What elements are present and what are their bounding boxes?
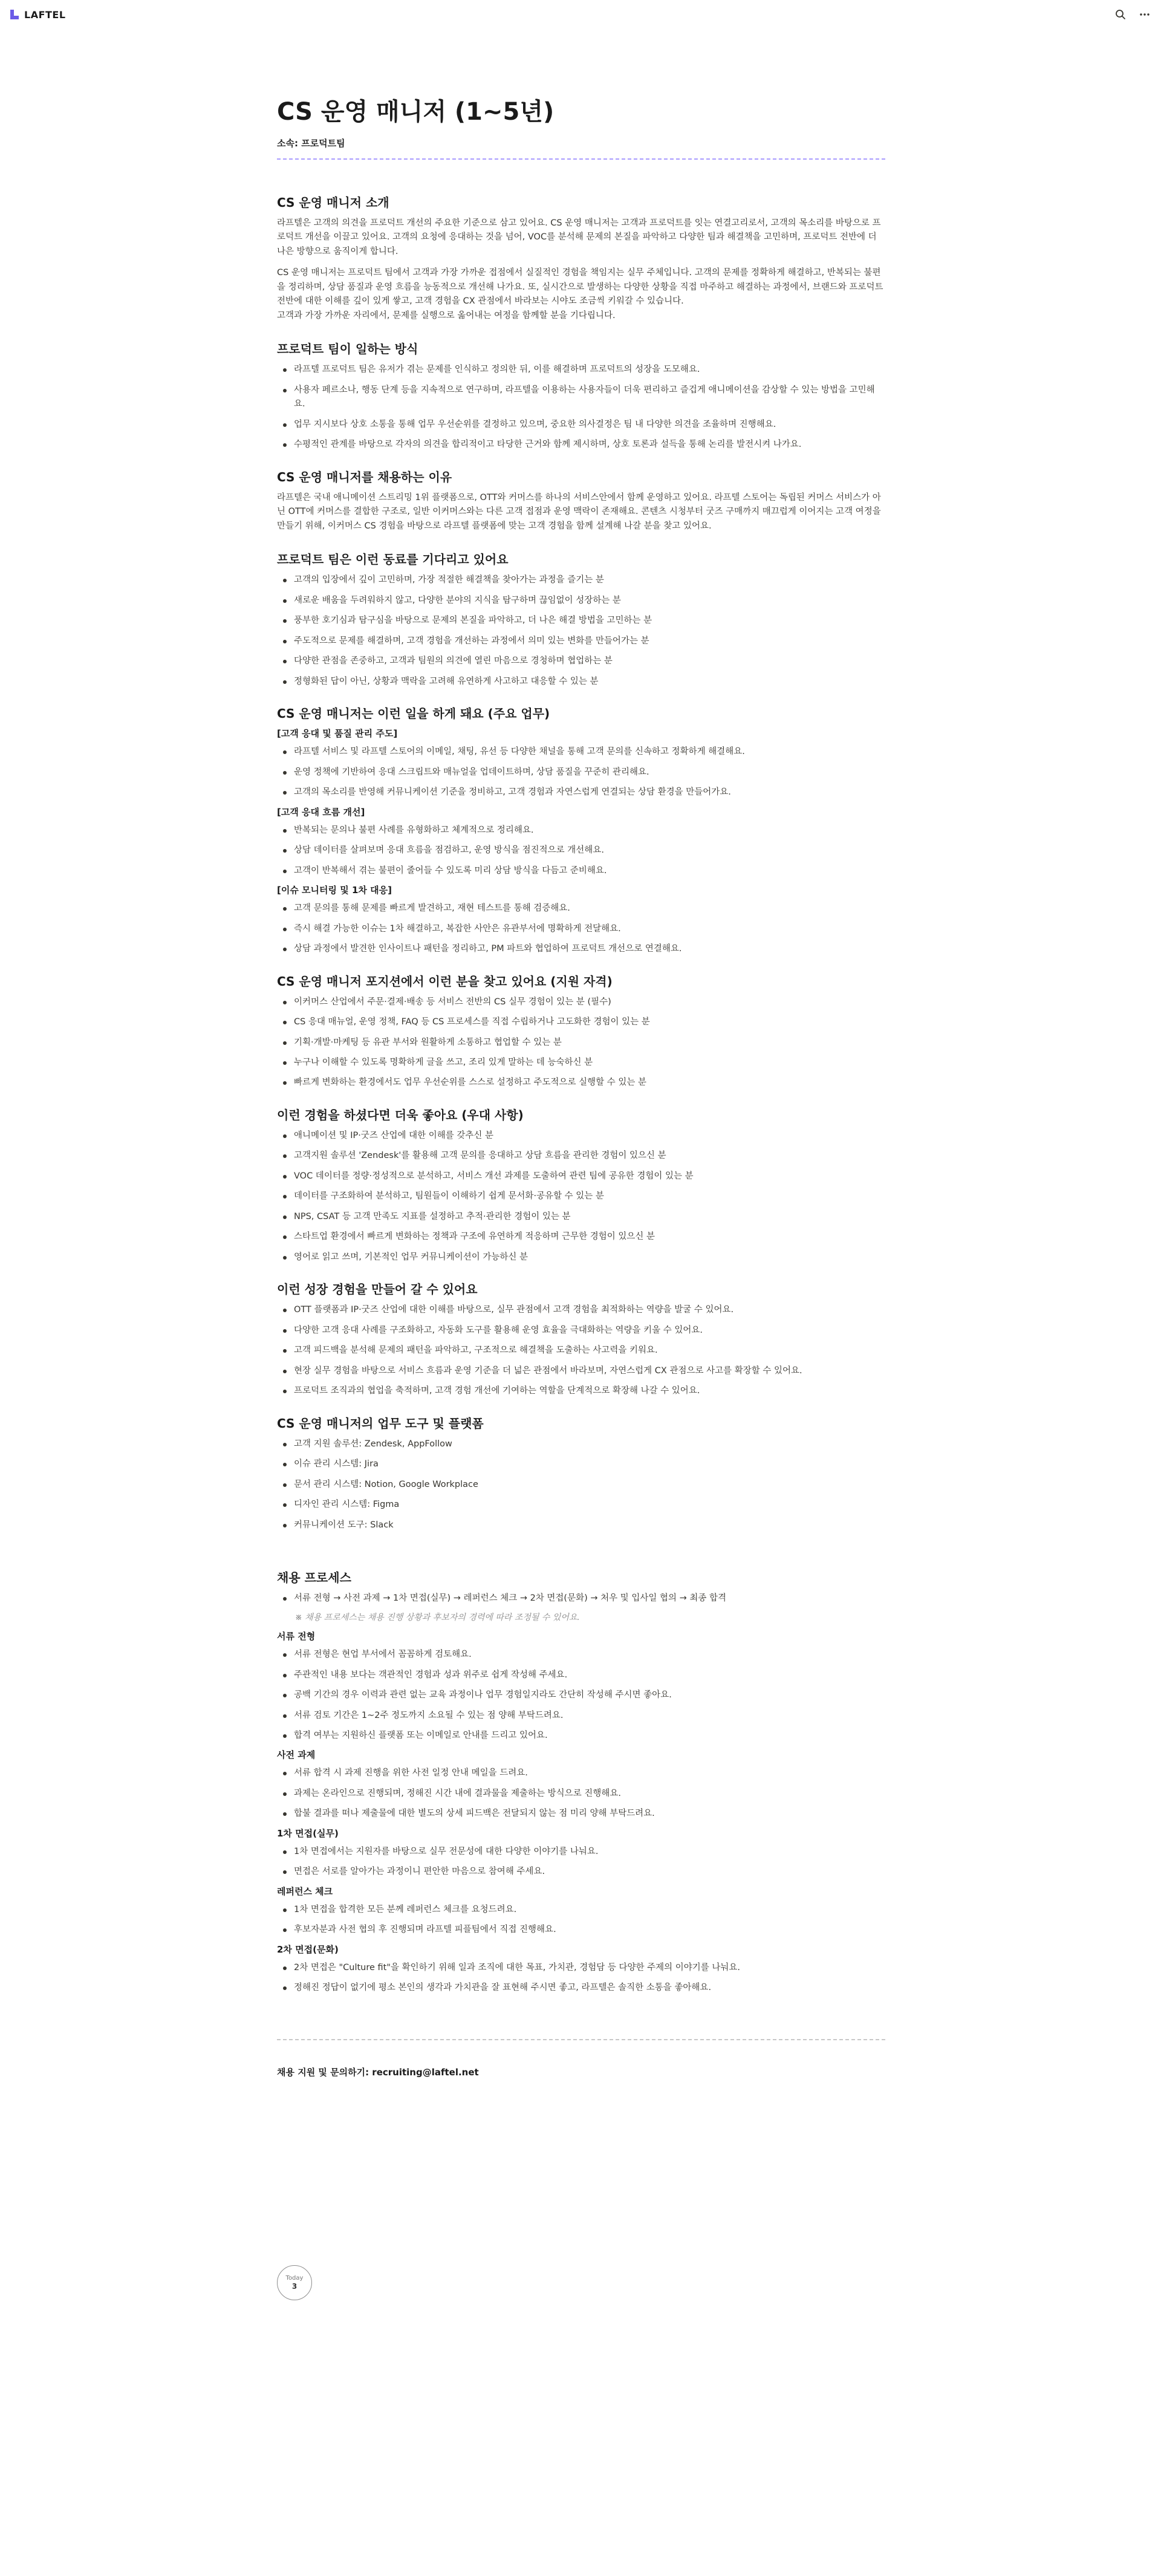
section-intro (277, 195, 885, 323)
list-item: 커뮤니케이션 도구: Slack (277, 1518, 885, 1532)
list-item: 이커머스 산업에서 주문·결제·배송 등 서비스 전반의 CS 실무 경험이 있는 분 (필수) (277, 995, 885, 1009)
top-actions (1113, 7, 1153, 22)
section-how-we-work (277, 341, 885, 452)
list-item: 정해진 정답이 없기에 평소 본인의 생각과 가치관을 잘 표현해 주시면 좋고, 라프텔은 솔직한 소통을 좋아해요. (277, 1981, 885, 1995)
list-item: 현장 실무 경험을 바탕으로 서비스 흐름과 운영 기준을 더 넓은 관점에서 바라보며, 자연스럽게 CX 관점으로 사고를 확장할 수 있어요. (277, 1364, 885, 1378)
list-item: 고객지원 솔루션 'Zendesk'를 활용해 고객 문의를 응대하고 상담 흐름을 관리한 경험이 있으신 분 (277, 1149, 885, 1163)
list-item: 상담 과정에서 발견한 인사이트나 패턴을 정리하고, PM 파트와 협업하여 프로덕트 개선으로 연결해요. (277, 942, 885, 956)
subheading: [고객 응대 및 품질 관리 주도] (277, 728, 398, 740)
badge-count: 3 (291, 2282, 298, 2291)
badge-label: Today (285, 2274, 304, 2282)
page-title: CS 운영 매니저 (1~5년) (277, 98, 554, 126)
section-why-hiring (277, 469, 885, 533)
list-item: 정형화된 답이 아닌, 상황과 맥락을 고려해 유연하게 사고하고 대응할 수 있는 분 (277, 675, 885, 689)
list-item: CS 응대 매뉴얼, 운영 정책, FAQ 등 CS 프로세스를 직접 수립하거나 고도화한 경험이 있는 분 (277, 1015, 885, 1029)
section-heading: CS 운영 매니저 포지션에서 이런 분을 찾고 있어요 (지원 자격) (277, 974, 613, 989)
list-item: 즉시 해결 가능한 이슈는 1차 해결하고, 복잡한 사안은 유관부서에 명확하게 전달해요. (277, 922, 885, 936)
list-item: 반복되는 문의나 불편 사례를 유형화하고 체계적으로 정리해요. (277, 824, 885, 838)
section-process (277, 1570, 885, 1995)
section-tools (277, 1416, 885, 1532)
paragraph: 고객과 가장 가까운 자리에서, 문제를 실행으로 옮어내는 여정을 함께할 분을 기다립니다. (277, 310, 616, 320)
list-item: 상담 데이터를 살펴보며 응대 흐름을 점검하고, 운영 방식을 점진적으로 개선해요. (277, 844, 885, 857)
subheading: 레퍼런스 체크 (277, 1885, 333, 1897)
section-duties (277, 706, 885, 956)
list-item: 라프텔 프로덕트 팀은 유저가 겪는 문제를 인식하고 정의한 뒤, 이를 해결하며 프로덕트의 성장을 도모해요. (277, 363, 885, 377)
list-item: 합격 여부는 지원하신 플랫폼 또는 이메일로 안내를 드리고 있어요. (277, 1729, 885, 1743)
section-heading: CS 운영 매니저를 채용하는 이유 (277, 469, 452, 484)
list-item: 고객의 입장에서 깊이 고민하며, 가장 적절한 해결책을 찾아가는 과정을 즐기는 분 (277, 573, 885, 587)
list-item: 과제는 온라인으로 진행되며, 정해진 시간 내에 결과물을 제출하는 방식으로 진행해요. (277, 1787, 885, 1801)
job-posting (277, 97, 885, 2078)
contact-line[interactable]: 채용 지원 및 문의하기: recruiting@laftel.net (277, 2066, 479, 2078)
list-item: 다양한 관점을 존중하고, 고객과 팀원의 의견에 열린 마음으로 경청하며 협업하는 분 (277, 654, 885, 668)
search-icon[interactable] (1113, 7, 1128, 22)
brand[interactable] (8, 8, 66, 21)
paragraph: CS 운영 매니저는 프로덕트 팀에서 고객과 가장 가까운 접점에서 실질적인 경험을 책임지는 실무 주체입니다. 고객의 문제를 정확하게 해결하고, 반복되는 불편을 정리하며, 상담 품질과 운영 흐름을 능동적으로 개선해 나가요. 또, 실시간으로 발생하는 다양한 상황을 직접 마주하고 해결하는 과정에서, 브랜드와 프로덕트 전반에 대한 이해를 깊이 있게 쌓고, 고객 경험을 CX 관점에서 바라보는 시야도 조금씩 키워갈 수 있습니다. (277, 268, 883, 307)
list-item: 다양한 고객 응대 사례를 구조화하고, 자동화 도구를 활용해 운영 효율을 극대화하는 역량을 키울 수 있어요. (277, 1324, 885, 1338)
list-item: 서류 전형은 현업 부서에서 꼼꼼하게 검토해요. (277, 1648, 885, 1662)
visitor-counter-badge (277, 2265, 312, 2300)
list-item: 운영 정책에 기반하여 응대 스크립트와 매뉴얼을 업데이트하며, 상담 품질을 꾸준히 관리해요. (277, 766, 885, 779)
list-item: 1차 면접을 합격한 모든 분께 레퍼런스 체크를 요청드려요. (277, 1903, 885, 1917)
section-heading: 이런 경험을 하셨다면 더욱 좋아요 (우대 사항) (277, 1107, 524, 1122)
list-item: 2차 면접은 "Culture fit"을 확인하기 위해 일과 조직에 대한 목표, 가치관, 경험담 등 다양한 주제의 이야기를 나눠요. (277, 1961, 885, 1975)
list-item: 고객 문의를 통해 문제를 빠르게 발견하고, 재현 테스트를 통해 검증해요. (277, 902, 885, 916)
subheading: 사전 과제 (277, 1749, 316, 1761)
section-heading: CS 운영 매니저 소개 (277, 195, 389, 210)
list-item: 주도적으로 문제를 해결하며, 고객 경험을 개선하는 과정에서 의미 있는 변화를 만들어가는 분 (277, 634, 885, 648)
list-item: 면접은 서로를 알아가는 과정이니 편안한 마음으로 참여해 주세요. (277, 1865, 885, 1879)
affiliation: 소속: 프로덕트팀 (277, 138, 345, 149)
list-item: 라프텔 서비스 및 라프텔 스토어의 이메일, 채팅, 유선 등 다양한 채널을 통해 고객 문의를 신속하고 정확하게 해결해요. (277, 745, 885, 759)
list-item: 수평적인 관계를 바탕으로 각자의 의견을 합리적이고 타당한 근거와 함께 제시하며, 상호 토론과 설득을 통해 논리를 발전시켜 나가요. (277, 438, 885, 452)
section-growth (277, 1281, 885, 1398)
list-item: OTT 플랫폼과 IP·굿즈 산업에 대한 이해를 바탕으로, 실무 관점에서 고객 경험을 최적화하는 역량을 발굴 수 있어요. (277, 1303, 885, 1317)
list-item: 고객이 반복해서 겪는 불편이 줄어들 수 있도록 미리 상담 방식을 다듬고 준비해요. (277, 864, 885, 878)
list-item: 스타트업 환경에서 빠르게 변화하는 정책과 구조에 유연하게 적응하며 근무한 경험이 있으신 분 (277, 1230, 885, 1244)
list-item: 누구나 이해할 수 있도록 명확하게 글을 쓰고, 조리 있게 말하는 데 능숙하신 분 (277, 1056, 885, 1070)
process-flow: 서류 전형 → 사전 과제 → 1차 면접(실무) → 레퍼런스 체크 → 2차 면접(문화) → 처우 및 입사일 협의 → 최종 합격 (277, 1592, 885, 1605)
paragraph: 라프텔은 국내 애니메이션 스트리밍 1위 플랫폼으로, OTT와 커머스를 하나의 서비스안에서 함께 운영하고 있어요. 라프텔 스토어는 독립된 커머스 서비스가 아닌 OTT에 커머스를 결합한 구조로, 일반 이커머스와는 다른 고객 접점과 운영 맥락이 존재해요. 콘텐츠 시청부터 굿즈 구매까지 매끄럽게 이어지는 고객 여정을 만들기 위해, 이커머스 CS 경험을 바탕으로 라프텔 플랫폼에 맞는 고객 경험을 함께 설계해 나갈 분을 찾고 있어요. (277, 492, 881, 531)
section-heading: 프로덕트 팀이 일하는 방식 (277, 342, 418, 357)
list-item: 데이터를 구조화하여 분석하고, 팀원들이 이해하기 쉽게 문서화·공유할 수 있는 분 (277, 1189, 885, 1203)
section-heading: CS 운영 매니저는 이런 일을 하게 돼요 (주요 업무) (277, 706, 550, 721)
process-note: ※ 채용 프로세스는 채용 진행 상황과 후보자의 경력에 따라 조정될 수 있어요. (295, 1612, 580, 1622)
divider (277, 158, 885, 160)
list-item: 사용자 페르소나, 행동 단계 등을 지속적으로 연구하며, 라프텔을 이용하는 사용자들이 더욱 편리하고 즐겁게 애니메이션을 감상할 수 있는 방법을 고민해요. (277, 383, 885, 412)
list-item: 디자인 관리 시스템: Figma (277, 1498, 885, 1512)
section-heading: CS 운영 매니저의 업무 도구 및 플랫폼 (277, 1416, 484, 1431)
list-item: NPS, CSAT 등 고객 만족도 지표를 설정하고 추적·관리한 경험이 있는 분 (277, 1210, 885, 1224)
list-item: 문서 관리 시스템: Notion, Google Workplace (277, 1478, 885, 1492)
list-item: 서류 검토 기간은 1~2주 정도까지 소요될 수 있는 점 양해 부탁드려요. (277, 1709, 885, 1723)
list-item: 애니메이션 및 IP·굿즈 산업에 대한 이해를 갖추신 분 (277, 1129, 885, 1143)
paragraph: 라프텔은 고객의 의견을 프로덕트 개선의 주요한 기준으로 삼고 있어요. CS 운영 매니저는 고객과 프로덕트를 잇는 연결고리로서, 고객의 목소리를 바탕으로 프로덕트 개선을 이끌고 있어요. 고객의 요청에 응대하는 것을 넘어, VOC를 분석해 문제의 본질을 파악하고 다양한 팀과 해결책을 고민하며, 프로덕트 전반에 더 나은 방향으로 움직이게 합니다. (277, 218, 881, 256)
more-icon[interactable] (1137, 7, 1153, 22)
subheading: 2차 면접(문화) (277, 1943, 339, 1955)
list-item: 빠르게 변화하는 환경에서도 업무 우선순위를 스스로 설정하고 주도적으로 실행할 수 있는 분 (277, 1076, 885, 1090)
list-item: 합불 결과를 떠나 제출물에 대한 별도의 상세 피드백은 전달되지 않는 점 미리 양해 부탁드려요. (277, 1807, 885, 1821)
list-item: 고객의 목소리를 반영해 커뮤니케이션 기준을 정비하고, 고객 경험과 자연스럽게 연결되는 상담 환경을 만들어가요. (277, 785, 885, 799)
list-item: 공백 기간의 경우 이력과 관련 없는 교육 과정이나 업무 경험일지라도 간단히 작성해 주시면 좋아요. (277, 1688, 885, 1702)
subheading: 1차 면접(실무) (277, 1827, 339, 1839)
list-item: VOC 데이터를 정량·정성적으로 분석하고, 서비스 개선 과제를 도출하여 관련 팀에 공유한 경험이 있는 분 (277, 1169, 885, 1183)
list-item: 1차 면접에서는 지원자를 바탕으로 실무 전문성에 대한 다양한 이야기를 나눠요. (277, 1845, 885, 1859)
brand-name: LAFTEL (24, 8, 66, 21)
list-item: 영어로 읽고 쓰며, 기본적인 업무 커뮤니케이션이 가능하신 분 (277, 1251, 885, 1264)
list-item: 후보자분과 사전 협의 후 진행되며 라프텔 피플팀에서 직접 진행해요. (277, 1923, 885, 1937)
subheading: 서류 전형 (277, 1631, 316, 1642)
laftel-logo-icon (8, 8, 21, 21)
list-item: 주관적인 내용 보다는 객관적인 경험과 성과 위주로 쉽게 작성해 주세요. (277, 1668, 885, 1682)
section-team-wants (277, 551, 885, 689)
list-item: 프로덕트 조직과의 협업을 축적하며, 고객 경험 개선에 기여하는 역할을 단계적으로 확장해 나갈 수 있어요. (277, 1384, 885, 1398)
top-bar (0, 0, 1161, 29)
list-item: 이슈 관리 시스템: Jira (277, 1457, 885, 1471)
section-heading: 채용 프로세스 (277, 1570, 351, 1586)
list-item: 서류 합격 시 과제 진행을 위한 사전 일정 안내 메일을 드려요. (277, 1766, 885, 1780)
list-item: 새로운 배움을 두려워하지 않고, 다양한 분야의 지식을 탐구하며 끊임없이 성장하는 분 (277, 594, 885, 608)
list-item: 풍부한 호기심과 탐구심을 바탕으로 문제의 본질을 파악하고, 더 나은 해결 방법을 고민하는 분 (277, 614, 885, 628)
section-preferred (277, 1107, 885, 1264)
section-qualifications (277, 974, 885, 1090)
list-item: 고객 피드백을 분석해 문제의 패턴을 파악하고, 구조적으로 해결책을 도출하는 사고력을 키워요. (277, 1344, 885, 1358)
list-item: 기획·개발·마케팅 등 유관 부서와 원활하게 소통하고 협업할 수 있는 분 (277, 1036, 885, 1050)
section-heading: 프로덕트 팀은 이런 동료를 기다리고 있어요 (277, 552, 509, 567)
subheading: [고객 응대 흐름 개선] (277, 806, 365, 818)
section-heading: 이런 성장 경험을 만들어 갈 수 있어요 (277, 1282, 478, 1297)
divider (277, 2039, 885, 2040)
list-item: 업무 지시보다 상호 소통을 통해 업무 우선순위를 결정하고 있으며, 중요한 의사결정은 팀 내 다양한 의견을 조율하며 진행해요. (277, 418, 885, 432)
subheading: [이슈 모니터링 및 1차 대응] (277, 885, 392, 896)
list-item: 고객 지원 솔루션: Zendesk, AppFollow (277, 1437, 885, 1451)
